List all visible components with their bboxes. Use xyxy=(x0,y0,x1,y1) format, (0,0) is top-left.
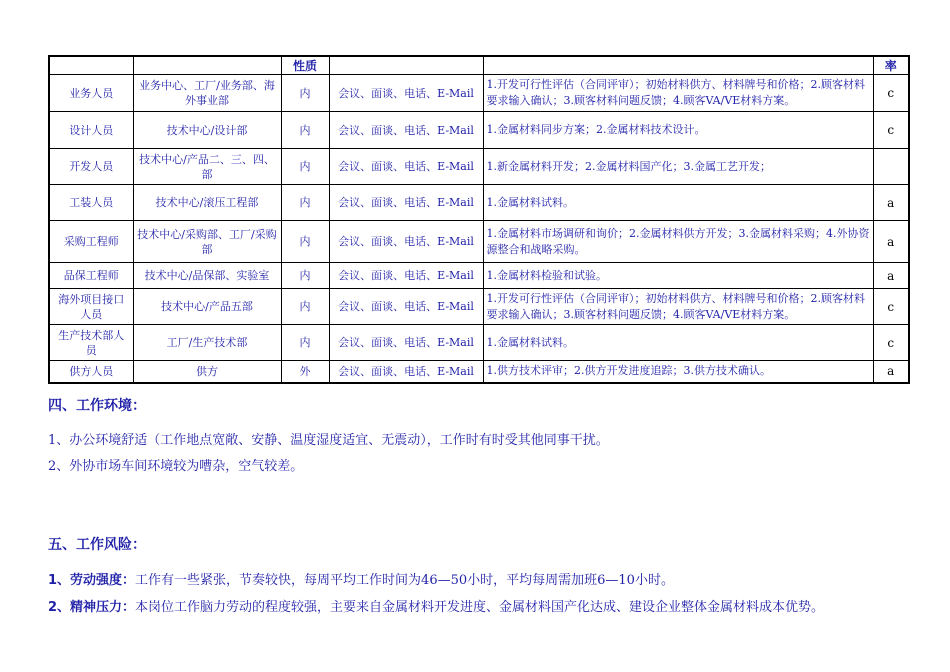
table-row xyxy=(49,75,909,112)
section-5-item-label: 1、劳动强度： xyxy=(48,573,136,588)
section-4-item: 1、办公环境舒适（工作地点宽敞、安静、温度湿度适宜、无震动），工作时有时受其他同事干扰。 xyxy=(48,433,609,448)
cell-rate: c xyxy=(873,325,909,361)
cell-role: 开发人员 xyxy=(49,149,133,185)
cell-content: 1.金属材料试料。 xyxy=(483,325,873,361)
cell-nature: 内 xyxy=(281,185,329,221)
cell-rate: a xyxy=(873,221,909,263)
cell-dept: 技术中心/产品二、三、四、部 xyxy=(133,149,281,185)
cell-rate: c xyxy=(873,112,909,149)
cell-nature: 内 xyxy=(281,221,329,263)
cell-rate: a xyxy=(873,361,909,383)
cell-content: 1.新金属材料开发；2.金属材料国产化；3.金属工艺开发； xyxy=(483,149,873,185)
section-5-item-text: 工作有一些紧张，节奏较快，每周平均工作时间为46—50小时，平均每周需加班6—10小时。 xyxy=(135,573,674,588)
cell-content: 1.金属材料同步方案；2.金属材料技术设计。 xyxy=(483,112,873,149)
cell-rate: c xyxy=(873,289,909,325)
cell-content: 1.开发可行性评估（合同评审）；初始材料供方、材料牌号和价格；2.顾客材料要求输入确认；3.顾客材料问题反馈；4.顾客VA/VE材料方案。 xyxy=(483,75,873,112)
section-4-item: 2、外协市场车间环境较为嘈杂，空气较差。 xyxy=(48,459,304,474)
cell-nature: 外 xyxy=(281,361,329,383)
cell-content: 1.金属材料试料。 xyxy=(483,185,873,221)
table-row xyxy=(49,112,909,149)
cell-role: 设计人员 xyxy=(49,112,133,149)
section-5-item xyxy=(48,596,824,615)
cell-method: 会议、面谈、电话、E-Mail xyxy=(329,149,483,185)
header-nature: 性质 xyxy=(281,56,329,75)
cell-method: 会议、面谈、电话、E-Mail xyxy=(329,263,483,289)
cell-rate: a xyxy=(873,263,909,289)
cell-method: 会议、面谈、电话、E-Mail xyxy=(329,112,483,149)
header-method xyxy=(329,56,483,75)
cell-content: 1.开发可行性评估（合同评审）；初始材料供方、材料牌号和价格；2.顾客材料要求输入确认；3.顾客材料问题反馈；4.顾客VA/VE材料方案。 xyxy=(483,289,873,325)
cell-dept: 业务中心、工厂/业务部、海外事业部 xyxy=(133,75,281,112)
cell-nature: 内 xyxy=(281,325,329,361)
cell-content: 1.金属材料检验和试验。 xyxy=(483,263,873,289)
cell-role: 生产技术部人员 xyxy=(49,325,133,361)
cell-method: 会议、面谈、电话、E-Mail xyxy=(329,289,483,325)
cell-nature: 内 xyxy=(281,289,329,325)
cell-nature: 内 xyxy=(281,75,329,112)
cell-rate xyxy=(873,149,909,185)
cell-dept: 技术中心/设计部 xyxy=(133,112,281,149)
cell-content: 1.金属材料市场调研和询价；2.金属材料供方开发；3.金属材料采购；4.外协资源整合和战略采购。 xyxy=(483,221,873,263)
cell-method: 会议、面谈、电话、E-Mail xyxy=(329,75,483,112)
section-4-title: 四、工作环境： xyxy=(48,398,146,414)
table-row xyxy=(49,289,909,325)
section-5-item-text: 本岗位工作脑力劳动的程度较强，主要来自金属材料开发进度、金属材料国产化达成、建设企业整体金属材料成本优势。 xyxy=(135,600,825,615)
cell-content: 1.供方技术评审；2.供方开发进度追踪；3.供方技术确认。 xyxy=(483,361,873,383)
cell-role: 供方人员 xyxy=(49,361,133,383)
cell-dept: 供方 xyxy=(133,361,281,383)
cell-method: 会议、面谈、电话、E-Mail xyxy=(329,361,483,383)
cell-rate: a xyxy=(873,185,909,221)
table-row xyxy=(49,185,909,221)
cell-method: 会议、面谈、电话、E-Mail xyxy=(329,185,483,221)
header-dept xyxy=(133,56,281,75)
header-rate: 率 xyxy=(873,56,909,75)
cell-role: 工装人员 xyxy=(49,185,133,221)
cell-role: 业务人员 xyxy=(49,75,133,112)
cell-method: 会议、面谈、电话、E-Mail xyxy=(329,221,483,263)
header-content xyxy=(483,56,873,75)
table-row xyxy=(49,221,909,263)
cell-role: 品保工程师 xyxy=(49,263,133,289)
table-row xyxy=(49,325,909,361)
table-header-row xyxy=(49,56,909,75)
section-5-item-label: 2、精神压力： xyxy=(48,600,136,615)
table-row xyxy=(49,361,909,383)
header-role xyxy=(49,56,133,75)
section-5-item xyxy=(48,569,674,588)
cell-dept: 技术中心/采购部、工厂/采购部 xyxy=(133,221,281,263)
cell-nature: 内 xyxy=(281,149,329,185)
cell-role: 采购工程师 xyxy=(49,221,133,263)
cell-dept: 工厂/生产技术部 xyxy=(133,325,281,361)
cell-dept: 技术中心/产品五部 xyxy=(133,289,281,325)
section-5-title: 五、工作风险： xyxy=(48,537,146,553)
cell-nature: 内 xyxy=(281,263,329,289)
cell-nature: 内 xyxy=(281,112,329,149)
cell-rate: c xyxy=(873,75,909,112)
cell-dept: 技术中心/品保部、实验室 xyxy=(133,263,281,289)
cell-role: 海外项目接口人员 xyxy=(49,289,133,325)
cell-dept: 技术中心/滚压工程部 xyxy=(133,185,281,221)
table-row xyxy=(49,263,909,289)
table-row xyxy=(49,149,909,185)
contact-table xyxy=(48,55,910,384)
cell-method: 会议、面谈、电话、E-Mail xyxy=(329,325,483,361)
